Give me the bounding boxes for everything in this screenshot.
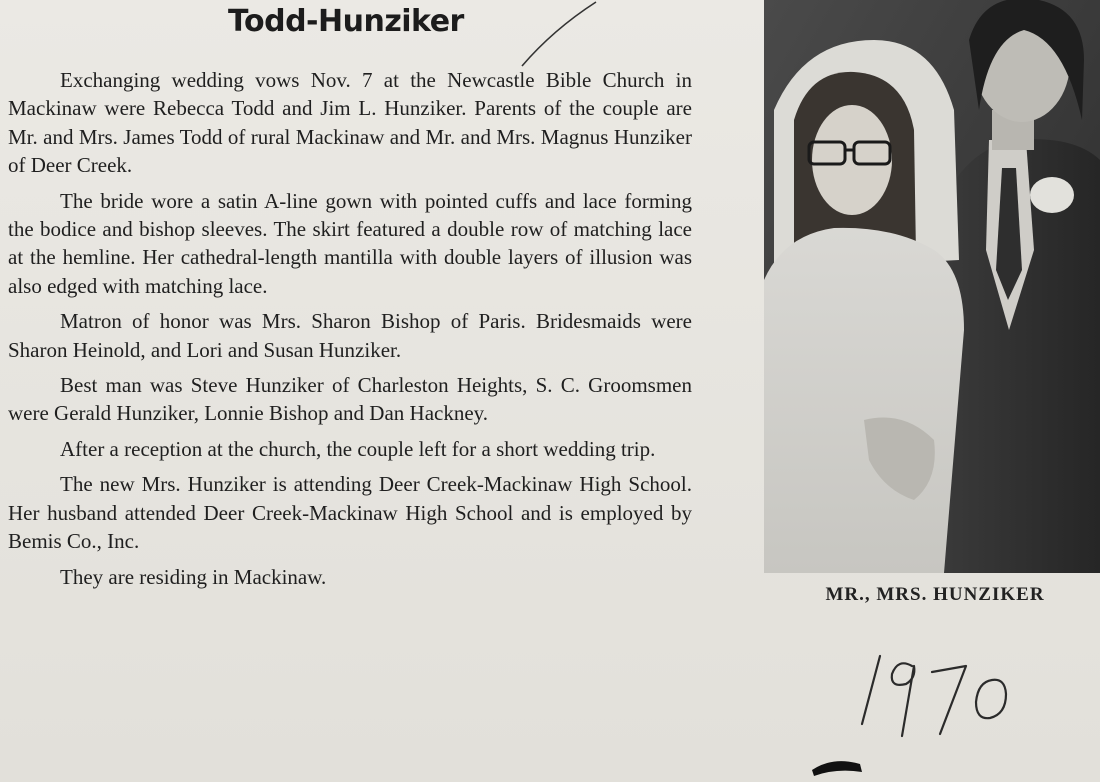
article-body <box>8 66 692 591</box>
paragraph-groomsmen: Best man was Steve Hunziker of Charleston Heights, S. C. Groomsmen were Gerald Hunziker, Lonnie Bishop and Dan Hackney. <box>8 373 692 426</box>
handwritten-year-1970 <box>840 636 1060 746</box>
paragraph-gown: The bride wore a satin A-line gown with pointed cuffs and lace forming the bodice and bishop sleeves. The skirt featured a double row of matching lace at the hemline. Her cathedral-length mantilla with double layers of illusion was also edged with matching lace. <box>8 188 692 298</box>
paragraph-attendants: Matron of honor was Mrs. Sharon Bishop of Paris. Bridesmaids were Sharon Heinold, and Lori and Susan Hunziker. <box>8 309 692 362</box>
paragraph-reception: After a reception at the church, the couple left for a short wedding trip. <box>60 436 656 461</box>
paragraph-school: The new Mrs. Hunziker is attending Deer Creek-Mackinaw High School. Her husband attended Deer Creek-Mackinaw High School and is employed by Bemis Co., Inc. <box>8 472 692 554</box>
paragraph-residence: They are residing in Mackinaw. <box>60 564 327 589</box>
article-headline: Todd-Hunziker <box>228 4 464 39</box>
pen-stroke-mark <box>520 0 600 70</box>
wedding-photo <box>764 0 1100 573</box>
ink-smudge-mark <box>808 748 868 778</box>
paragraph-vows: Exchanging wedding vows Nov. 7 at the Newcastle Bible Church in Mackinaw were Rebecca Todd and Jim L. Hunziker. Parents of the couple are Mr. and Mrs. James Todd of rural Mackinaw and Mr. and Mrs. Magnus Hunziker of Deer Creek. <box>8 68 692 178</box>
photo-caption: MR., MRS. HUNZIKER <box>825 584 1045 605</box>
